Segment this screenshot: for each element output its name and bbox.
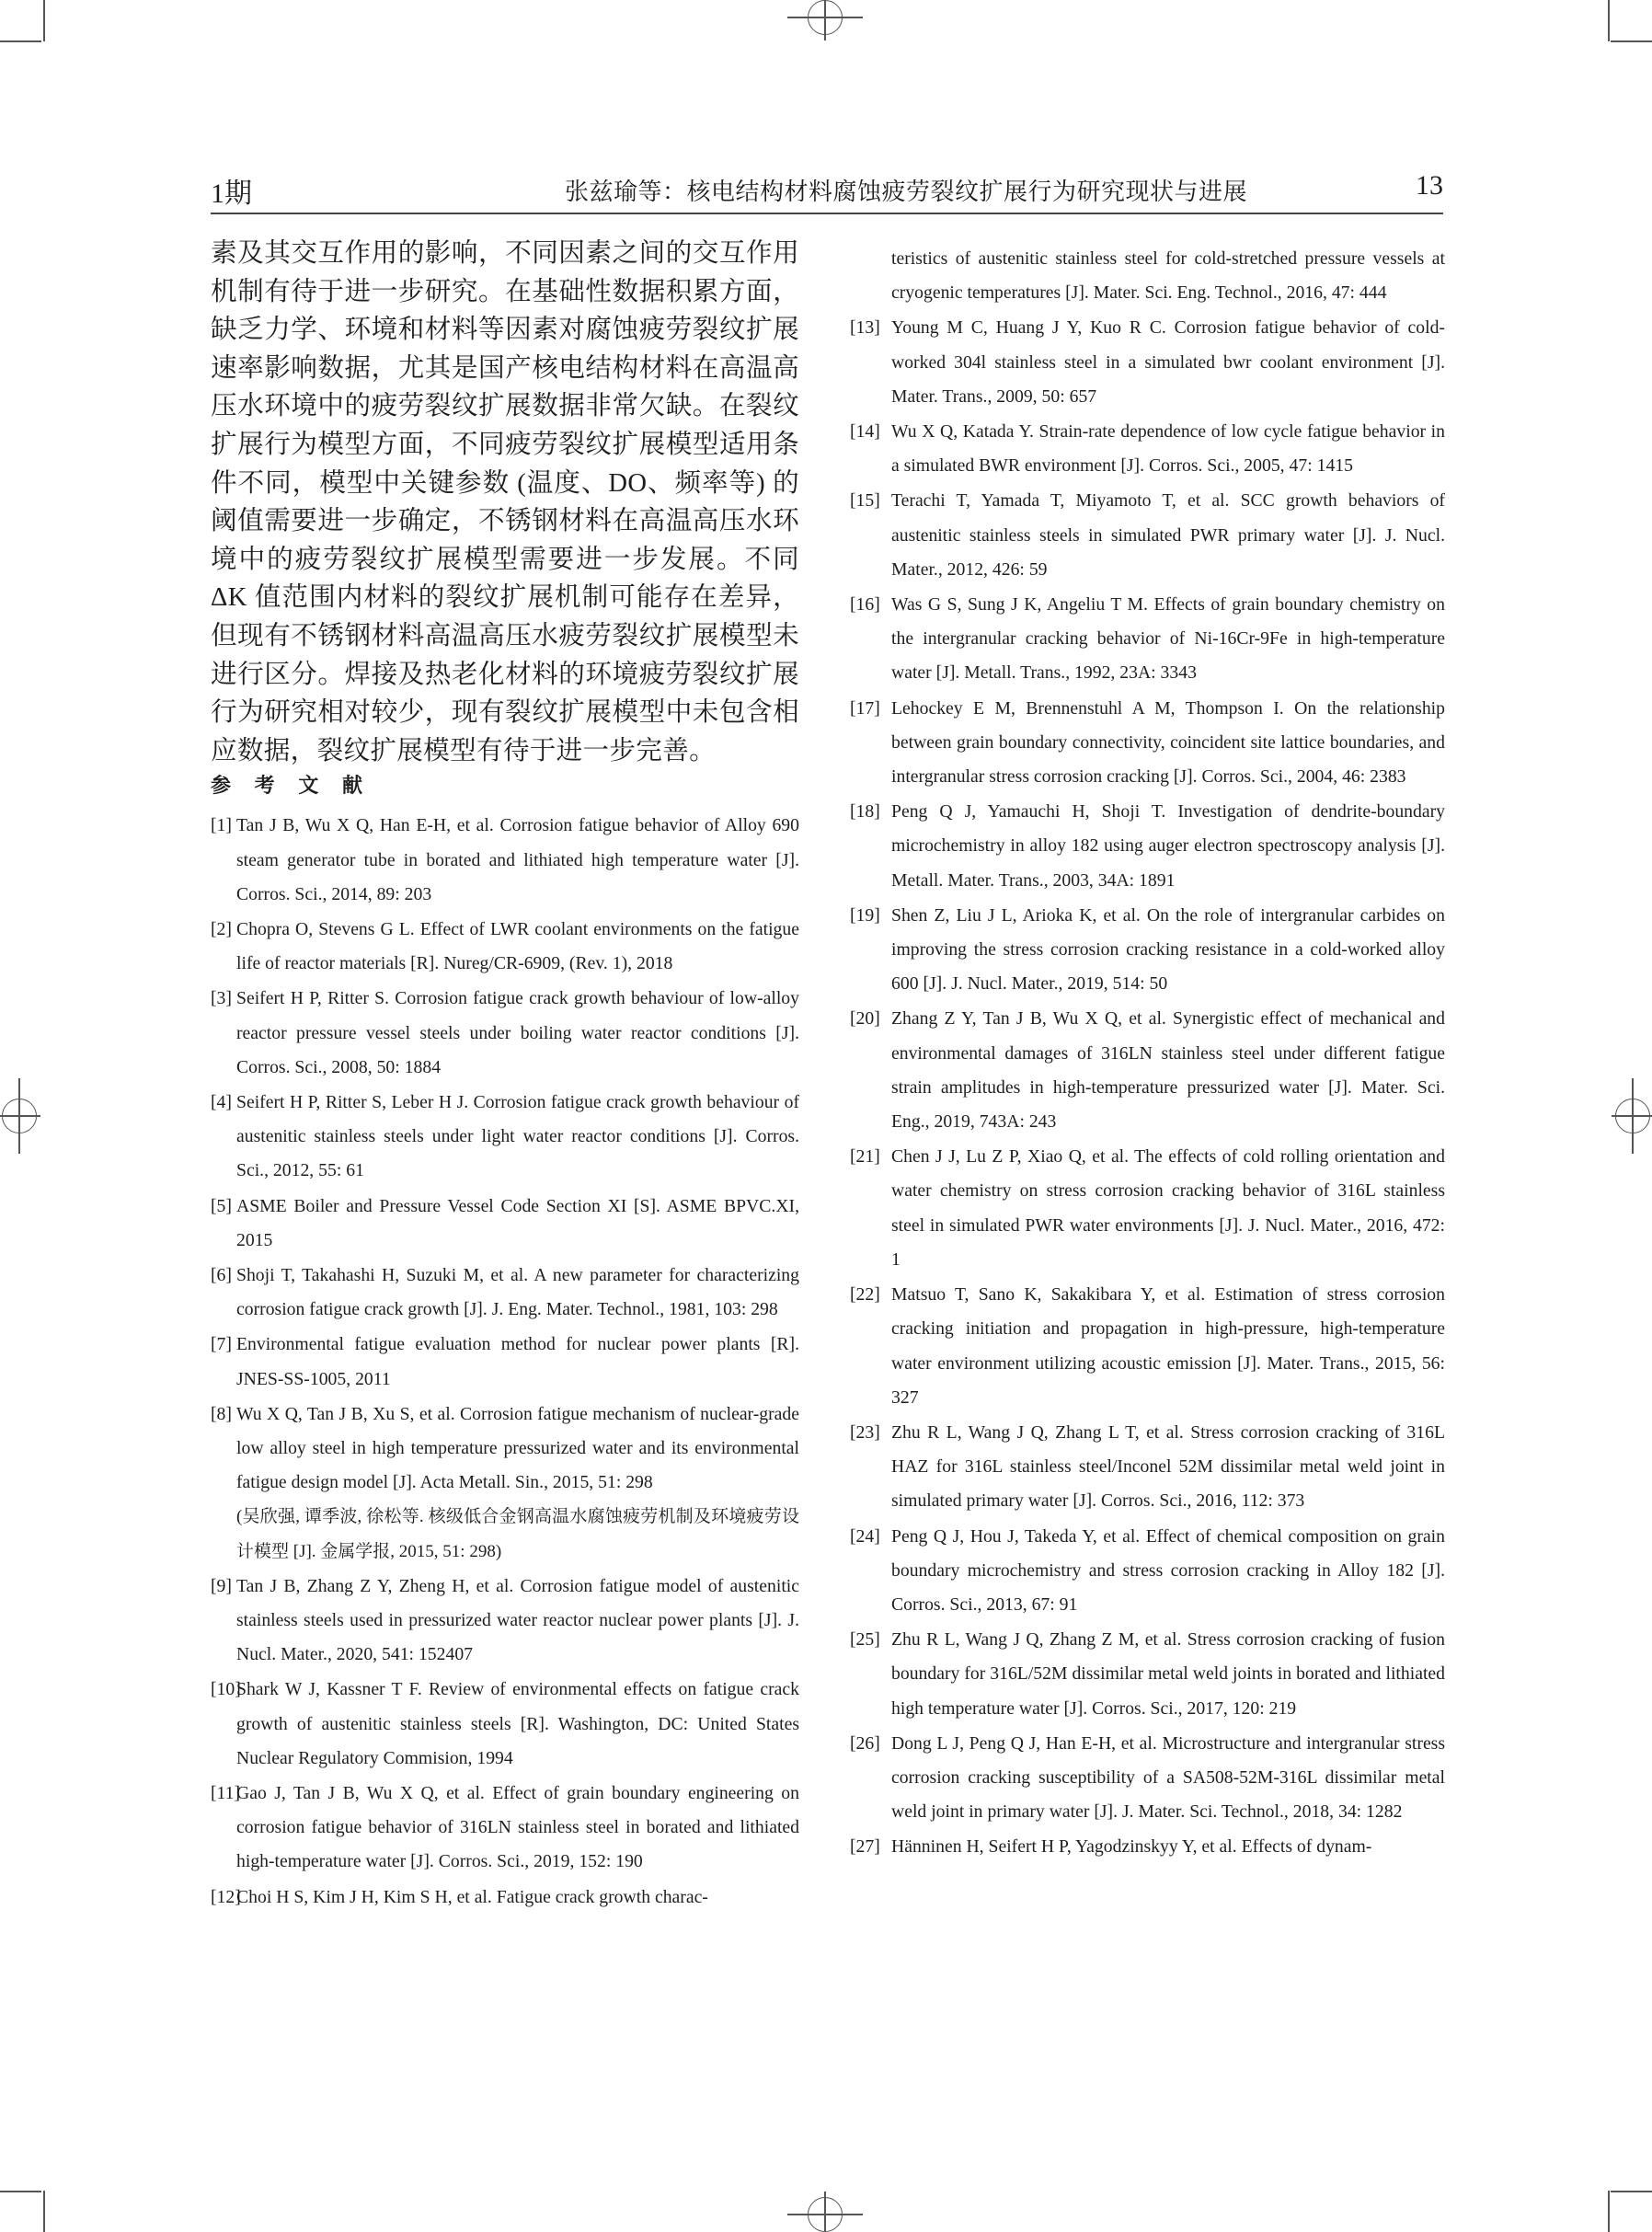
- reference-list-right: [850, 311, 1445, 1864]
- reference-item: [211, 1398, 799, 1569]
- reference-number: [12]: [211, 1886, 241, 1907]
- body-paragraph: 素及其交互作用的影响，不同因素之间的交互作用机制有待于进一步研究。在基础性数据积累方面，缺乏力学、环境和材料等因素对腐蚀疲劳裂纹扩展速率影响数据，尤其是国产核电结构材料在高温高压水环境中的疲劳裂纹扩展数据非常欠缺。在裂纹扩展行为模型方面，不同疲劳裂纹扩展模型适用条件不同，模型中关键参数 (温度、DO、频率等) 的阈值需要进一步确定，不锈钢材料在高温高压水环境中的疲劳裂纹扩展模型需要进一步发展。不同 ΔK 值范围内材料的裂纹扩展机制可能存在差异，但现有不锈钢材料高温高压水疲劳裂纹扩展模型未进行区分。焊接及热老化材料的环境疲劳裂纹扩展行为研究相对较少，现有裂纹扩展模型中未包含相应数据，裂纹扩展模型有待于进一步完善。: [211, 239, 799, 765]
- reference-text: Lehockey E M, Brennenstuhl A M, Thompson I. On the relationship between grain boundary connectivity, coincident site lattice boundaries, and intergranular stress corrosion cracking [J]. Corros. Sci., 2004, 46: 2383: [891, 697, 1445, 788]
- reference-number: [2]: [211, 918, 232, 939]
- reference-text: Hänninen H, Seifert H P, Yagodzinskyy Y, et al. Effects of dynam-: [891, 1836, 1372, 1858]
- reference-number: [4]: [211, 1091, 232, 1112]
- reference-item: [850, 484, 1445, 587]
- reference-item: [850, 1002, 1445, 1139]
- reference-text: Terachi T, Yamada T, Miyamoto T, et al. SCC growth behaviors of austenitic stainless steels in simulated PWR primary water [J]. J. Nucl. Mater., 2012, 426: 59: [891, 490, 1445, 580]
- running-title: 张兹瑜等：核电结构材料腐蚀疲劳裂纹扩展行为研究现状与进展: [565, 178, 1248, 205]
- reference-number: [23]: [850, 1421, 880, 1443]
- reference-text: Choi H S, Kim J H, Kim S H, et al. Fatigue crack growth charac-: [236, 1886, 708, 1907]
- reference-number: [24]: [850, 1525, 880, 1547]
- reference-text: Shoji T, Takahashi H, Suzuki M, et al. A new parameter for characterizing corrosion fatigue crack growth [J]. J. Eng. Mater. Technol., 1981, 103: 298: [236, 1264, 799, 1320]
- reference-text: Environmental fatigue evaluation method for nuclear power plants [R]. JNES-SS-1005, 2011: [236, 1334, 799, 1389]
- reference-number: [8]: [211, 1403, 232, 1424]
- reference-text: Peng Q J, Hou J, Takeda Y, et al. Effect of chemical composition on grain boundary microchemistry and stress corrosion cracking in Alloy 182 [J]. Corros. Sci., 2013, 67: 91: [891, 1525, 1445, 1615]
- reference-text: Wu X Q, Katada Y. Strain-rate dependence of low cycle fatigue behavior in a simulated BWR environment [J]. Corros. Sci., 2005, 47: 1415: [891, 421, 1445, 477]
- reference-item: [850, 1623, 1445, 1726]
- reference-item: [211, 1570, 799, 1673]
- reference-item: [850, 588, 1445, 691]
- reference-item: [850, 1830, 1445, 1864]
- reference-item: [850, 1416, 1445, 1519]
- reference-text: Tan J B, Wu X Q, Han E-H, et al. Corrosion fatigue behavior of Alloy 690 steam generator tube in borated and lithiated high temperature water [J]. Corros. Sci., 2014, 89: 203: [236, 815, 799, 904]
- reference-continuation: teristics of austenitic stainless steel for cold-stretched pressure vessels at cryogenic temperatures [J]. Mater. Sci. Eng. Technol., 2016, 47: 444: [891, 248, 1445, 304]
- reference-item: [850, 1278, 1445, 1415]
- reference-text: Shen Z, Liu J L, Arioka K, et al. On the role of intergranular carbides on improving the stress corrosion cracking resistance in a cold-worked alloy 600 [J]. J. Nucl. Mater., 2019, 514: 50: [891, 904, 1445, 995]
- reference-text: Seifert H P, Ritter S, Leber H J. Corrosion fatigue crack growth behaviour of austenitic stainless steels under light water reactor conditions [J]. Corros. Sci., 2012, 55: 61: [236, 1091, 799, 1181]
- reference-text: Tan J B, Zhang Z Y, Zheng H, et al. Corrosion fatigue model of austenitic stainless steels used in pressurized water reactor nuclear power plants [J]. J. Nucl. Mater., 2020, 541: 152407: [236, 1575, 799, 1665]
- reference-item: [211, 1777, 799, 1880]
- reference-item: [850, 1520, 1445, 1623]
- reference-number: [14]: [850, 421, 880, 443]
- reference-number: [6]: [211, 1264, 232, 1285]
- reference-number: [26]: [850, 1732, 880, 1754]
- reference-text: Zhu R L, Wang J Q, Zhang L T, et al. Stress corrosion cracking of 316L HAZ for 316L stainless steel/Inconel 52M dissimilar metal weld joint in simulated primary water [J]. Corros. Sci., 2016, 112: 373: [891, 1421, 1445, 1512]
- reference-item: [211, 809, 799, 912]
- reference-text: Seifert H P, Ritter S. Corrosion fatigue crack growth behaviour of low-alloy reactor pressure vessel steels under boiling water reactor conditions [J]. Corros. Sci., 2008, 50: 1884: [236, 988, 799, 1077]
- reference-item: [850, 795, 1445, 898]
- reference-number: [17]: [850, 697, 880, 719]
- reference-number: [27]: [850, 1836, 880, 1858]
- reference-chinese-translation: (吴欣强, 谭季波, 徐松等. 核级低合金钢高温水腐蚀疲劳机制及环境疲劳设计模型 [J]. 金属学报, 2015, 51: 298): [236, 1507, 799, 1561]
- reference-number: [3]: [211, 988, 232, 1009]
- right-column: [850, 242, 1445, 1866]
- reference-number: [15]: [850, 490, 880, 512]
- reference-text: Wu X Q, Tan J B, Xu S, et al. Corrosion fatigue mechanism of nuclear-grade low alloy steel in high temperature pressurized water and its environmental fatigue design model [J]. Acta Metall. Sin., 2015, 51: 298: [236, 1403, 799, 1493]
- reference-item: [211, 1190, 799, 1258]
- reference-item: [211, 913, 799, 981]
- reference-number: [16]: [850, 594, 880, 616]
- reference-number: [25]: [850, 1629, 880, 1651]
- reference-list-left: [211, 809, 799, 1915]
- reference-text: Matsuo T, Sano K, Sakakibara Y, et al. Estimation of stress corrosion cracking initiation and propagation in high-pressure, high-temperature water environment utilizing acoustic emission [J]. Mater. Trans., 2015, 56: 327: [891, 1284, 1445, 1408]
- reference-number: [1]: [211, 815, 232, 836]
- reference-number: [7]: [211, 1334, 232, 1355]
- reference-item: [850, 1140, 1445, 1277]
- reference-text: Gao J, Tan J B, Wu X Q, et al. Effect of grain boundary engineering on corrosion fatigue behavior of 316LN stainless steel in borated and lithiated high-temperature water [J]. Corros. Sci., 2019, 152: 190: [236, 1783, 799, 1872]
- reference-number: [11]: [211, 1783, 241, 1803]
- reference-text: Peng Q J, Yamauchi H, Shoji T. Investigation of dendrite-boundary microchemistry in alloy 182 using auger electron spectroscopy analysis [J]. Metall. Mater. Trans., 2003, 34A: 1891: [891, 801, 1445, 891]
- reference-text: Zhang Z Y, Tan J B, Wu X Q, et al. Synergistic effect of mechanical and environmental damages of 316LN stainless steel under different fatigue strain amplitudes in high-temperature pressurized water [J]. Mater. Sci. Eng., 2019, 743A: 243: [891, 1008, 1445, 1133]
- reference-number: [19]: [850, 904, 880, 926]
- reference-number: [18]: [850, 801, 880, 823]
- page-number: 13: [1416, 170, 1443, 201]
- running-header: [211, 168, 1443, 213]
- reference-item: [850, 899, 1445, 1002]
- reference-number: [13]: [850, 317, 880, 339]
- reference-item: [211, 1673, 799, 1776]
- reference-text: Dong L J, Peng Q J, Han E-H, et al. Microstructure and intergranular stress corrosion cracking susceptibility of a SA508-52M-316L dissimilar metal weld joint in primary water [J]. J. Mater. Sci. Technol., 2018, 34: 1282: [891, 1732, 1445, 1823]
- reference-item: [850, 692, 1445, 795]
- reference-item: [211, 1259, 799, 1327]
- reference-text: ASME Boiler and Pressure Vessel Code Section XI [S]. ASME BPVC.XI, 2015: [236, 1195, 799, 1250]
- reference-item: [211, 982, 799, 1085]
- references-heading: 参 考 文 献: [211, 775, 371, 799]
- reference-number: [5]: [211, 1195, 232, 1216]
- reference-text: Chen J J, Lu Z P, Xiao Q, et al. The effects of cold rolling orientation and water chemistry on stress corrosion cracking behavior of 316L stainless steel in simulated PWR water environments [J]. J. Nucl. Mater., 2016, 472: 1: [891, 1146, 1445, 1270]
- left-column: [211, 235, 799, 1916]
- reference-text: Shark W J, Kassner T F. Review of environmental effects on fatigue crack growth of austenitic stainless steels [R]. Washington, DC: United States Nuclear Regulatory Commision, 1994: [236, 1679, 799, 1768]
- reference-item: [850, 1727, 1445, 1830]
- reference-item: [211, 1086, 799, 1189]
- reference-item: [850, 311, 1445, 414]
- header-rule: [211, 213, 1443, 214]
- reference-item: [850, 415, 1445, 483]
- reference-text: Young M C, Huang J Y, Kuo R C. Corrosion fatigue behavior of cold-worked 304l stainless steel in a simulated bwr coolant environment [J]. Mater. Trans., 2009, 50: 657: [891, 317, 1445, 407]
- issue-label: 1期: [211, 178, 252, 209]
- reference-text: Was G S, Sung J K, Angeliu T M. Effects of grain boundary chemistry on the intergranular cracking behavior of Ni-16Cr-9Fe in high-temperature water [J]. Metall. Trans., 1992, 23A: 3343: [891, 594, 1445, 684]
- reference-item: [211, 1328, 799, 1396]
- reference-text: Zhu R L, Wang J Q, Zhang Z M, et al. Stress corrosion cracking of fusion boundary for 316L/52M dissimilar metal weld joints in borated and lithiated high temperature water [J]. Corros. Sci., 2017, 120: 219: [891, 1629, 1445, 1719]
- reference-text: Chopra O, Stevens G L. Effect of LWR coolant environments on the fatigue life of reactor materials [R]. Nureg/CR-6909, (Rev. 1), 2018: [236, 918, 799, 974]
- reference-item: [211, 1881, 799, 1915]
- reference-number: [22]: [850, 1284, 880, 1306]
- reference-number: [20]: [850, 1008, 880, 1030]
- reference-number: [9]: [211, 1575, 232, 1596]
- reference-number: [21]: [850, 1146, 880, 1168]
- reference-number: [10]: [211, 1679, 241, 1700]
